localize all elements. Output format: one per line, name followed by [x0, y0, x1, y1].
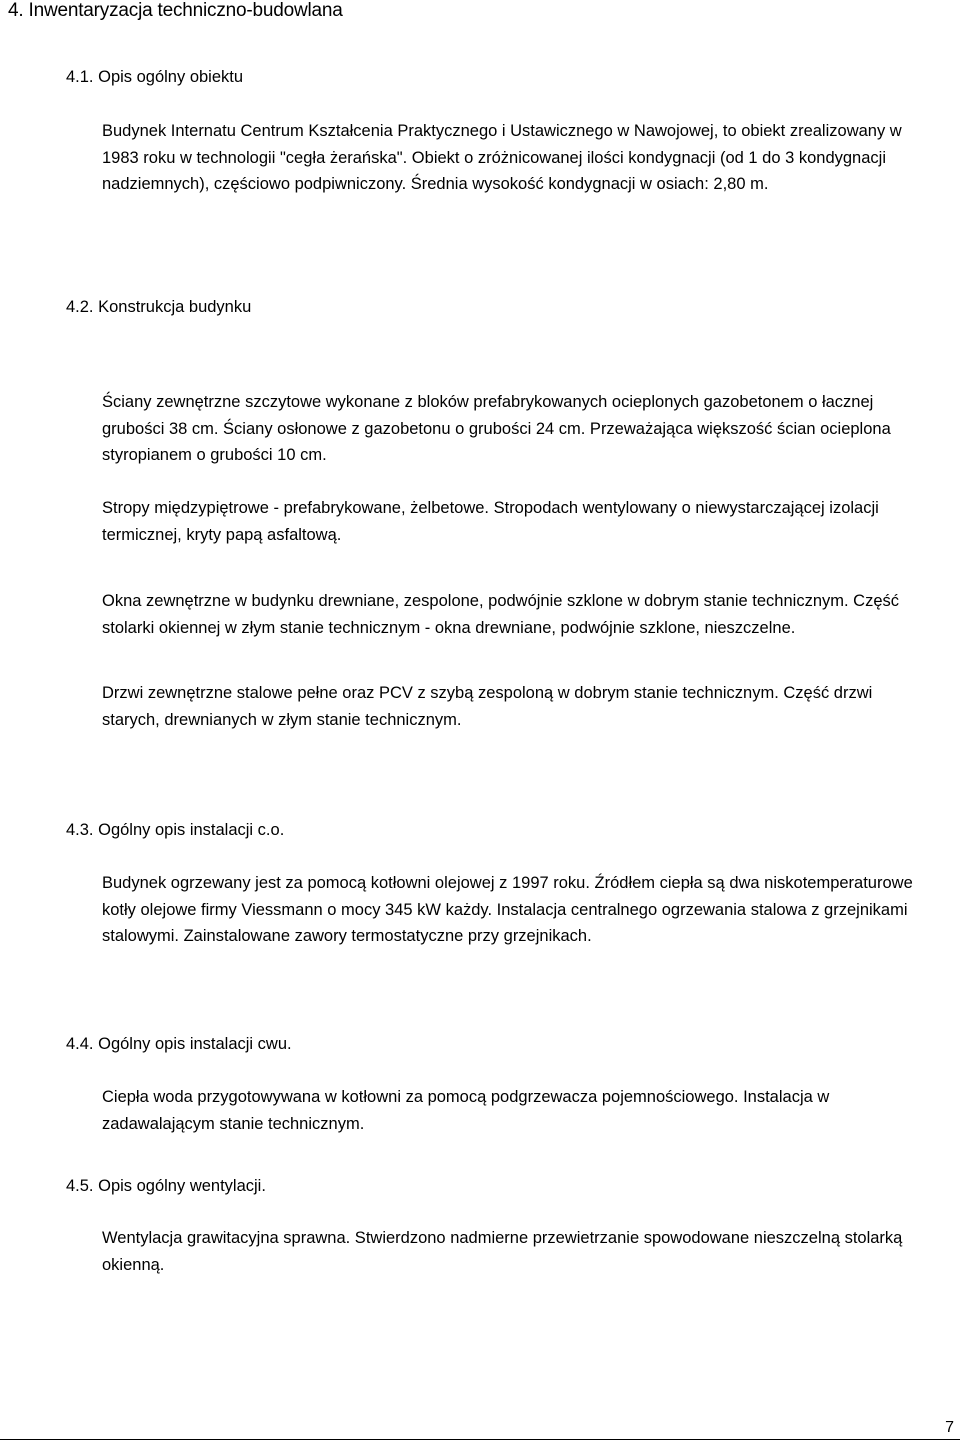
footer-divider: [0, 1439, 960, 1440]
paragraph-heating: Budynek ogrzewany jest za pomocą kotłowni olejowej z 1997 roku. Źródłem ciepła są dwa niskotemperaturowe kotły olejowe firmy Viessmann o mocy 345 kW każdy. Instalacja centralnego ogrzewania stalowa z grzejnikami stalowymi. Zainstalowane zawory termostatyczne przy grzejnikach.: [102, 874, 913, 945]
section-title-4-3: 4.3. Ogólny opis instalacji c.o.: [66, 821, 285, 839]
paragraph-doors: Drzwi zewnętrzne stalowe pełne oraz PCV z szybą zespoloną w dobrym stanie technicznym. Część drzwi starych, drewnianych w złym stanie technicznym.: [102, 684, 873, 729]
paragraph-4-1-general: Budynek Internatu Centrum Kształcenia Praktycznego i Ustawicznego w Nawojowej, to obiekt zrealizowany w 1983 roku w technologii "cegła żerańska". Obiekt o zróżnicowanej ilości kondygnacji (od 1 do 3 kondygnacji nadziemnych), częściowo podpiwniczony. Średnia wysokość kondygnacji w osiach: 2,80 m.: [102, 122, 902, 193]
section-title-4-1: 4.1. Opis ogólny obiektu: [66, 68, 244, 86]
paragraph-hot-water: Ciepła woda przygotowywana w kotłowni za pomocą podgrzewacza pojemnościowego. Instalacja w zadawalającym stanie technicznym.: [102, 1088, 830, 1133]
section-title-4-2: 4.2. Konstrukcja budynku: [66, 298, 252, 316]
section-title-4-4: 4.4. Ogólny opis instalacji cwu.: [66, 1035, 292, 1053]
paragraph-ventilation: Wentylacja grawitacyjna sprawna. Stwierdzono nadmierne przewietrzanie spowodowane nieszczelną stolarką okienną.: [102, 1229, 903, 1274]
section-title-4-5: 4.5. Opis ogólny wentylacji.: [66, 1177, 266, 1195]
page-number: 7: [945, 1419, 954, 1436]
paragraph-ceilings: Stropy międzypiętrowe - prefabrykowane, żelbetowe. Stropodach wentylowany o niewystarczającej izolacji termicznej, kryty papą asfaltową.: [102, 499, 879, 544]
paragraph-walls: Ściany zewnętrzne szczytowe wykonane z bloków prefabrykowanych ocieplonych gazobetonem o łacznej grubości 38 cm. Ściany osłonowe z gazobetonu o grubości 24 cm. Przeważająca większość ścian ocieplona styropianem o grubości 10 cm.: [102, 393, 891, 464]
paragraph-windows: Okna zewnętrzne w budynku drewniane, zespolone, podwójnie szklone w dobrym stanie technicznym. Część stolarki okiennej w złym stanie technicznym - okna drewniane, podwójnie szklone, nieszczelne.: [102, 592, 899, 637]
chapter-title: 4. Inwentaryzacja techniczno-budowlana: [8, 0, 343, 21]
